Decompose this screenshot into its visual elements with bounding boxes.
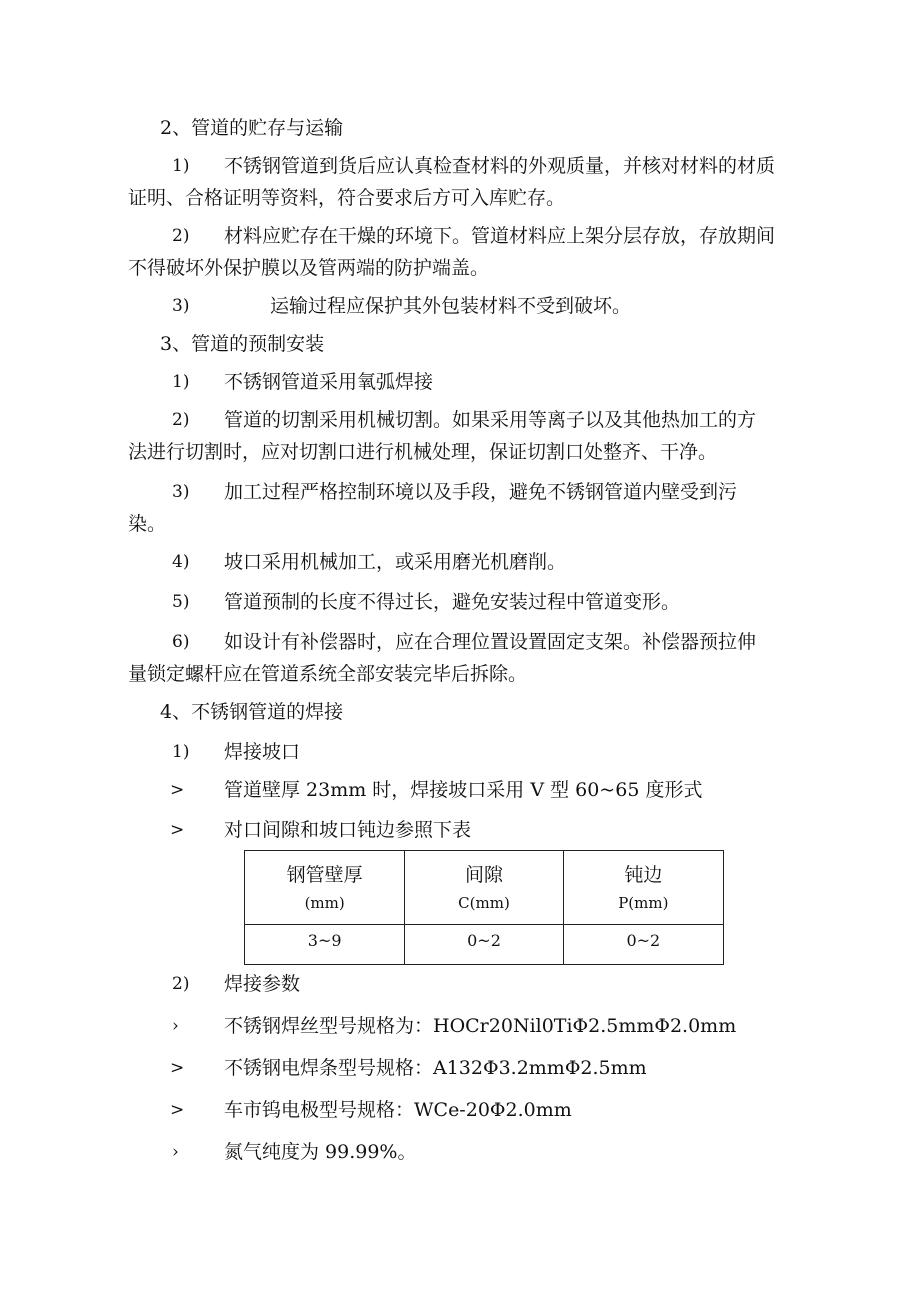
item-text-cont: 量锁定螺杆应在管道系统全部安装完毕后拆除。 [128, 663, 528, 685]
item-text-cont: 法进行切割时，应对切割口进行机械处理，保证切割口处整齐、干净。 [128, 441, 718, 463]
header-name: 间隙 [464, 864, 503, 886]
item-number: 1) [172, 156, 190, 176]
cell-value: 0~2 [467, 931, 501, 950]
bullet-marker: › [172, 1016, 179, 1036]
cell-value: 0~2 [626, 931, 661, 950]
bullet-text: 不锈钢电焊条型号规格：A132Φ3.2mmΦ2.5mm [224, 1057, 647, 1079]
header-name: 钢管壁厚 [286, 864, 363, 886]
groove-parameter-table [244, 850, 724, 965]
item-number: 5) [172, 592, 190, 612]
item-text-cont: 不得破坏外保护膜以及管两端的防护端盖。 [128, 257, 490, 279]
header-name: 钝边 [624, 864, 663, 886]
item-text: 不锈钢管道到货后应认真检查材料的外观质量，并核对材料的材质 [224, 155, 776, 177]
section-heading-welding: 4、不锈钢管道的焊接 [160, 701, 344, 723]
table-header-cell [563, 851, 723, 925]
item-text: 管道的切割采用机械切割。如果采用等离子以及其他热加工的方 [224, 409, 757, 431]
header-unit: P(mm) [618, 894, 669, 912]
bullet-marker: › [172, 1142, 179, 1162]
table-row [245, 925, 724, 965]
item-text: 焊接参数 [224, 973, 301, 995]
item-text-cont: 染。 [128, 513, 167, 535]
item-text: 不锈钢管道采用氧弧焊接 [224, 371, 434, 393]
bullet-marker: > [170, 1058, 185, 1078]
item-number: 3) [172, 482, 190, 502]
bullet-text: 车市钨电极型号规格：WCe-20Φ2.0mm [224, 1099, 572, 1121]
item-text: 管道预制的长度不得过长，避免安装过程中管道变形。 [224, 591, 681, 613]
item-number: 6) [172, 632, 190, 652]
bullet-text: 氮气纯度为 99.99%。 [224, 1141, 417, 1163]
bullet-text: 不锈钢焊丝型号规格为：HOCr20Nil0TiΦ2.5mmΦ2.0mm [224, 1015, 737, 1037]
bullet-marker: > [170, 780, 185, 800]
table-cell [405, 925, 563, 965]
item-text: 如设计有补偿器时，应在合理位置设置固定支架。补偿器预拉伸 [224, 631, 757, 653]
item-number: 4) [172, 552, 190, 572]
item-text: 坡口采用机械加工，或采用磨光机磨削。 [224, 551, 567, 573]
bullet-marker: > [170, 820, 185, 840]
header-unit: C(mm) [458, 894, 510, 912]
table-header-cell [245, 851, 405, 925]
bullet-text: 对口间隙和坡口钝边参照下表 [224, 819, 472, 841]
cell-value: 3~9 [307, 931, 342, 950]
section-heading-storage: 2、管道的贮存与运输 [160, 117, 344, 139]
table-header-row [245, 851, 724, 925]
item-text: 材料应贮存在干燥的环境下。管道材料应上架分层存放，存放期间 [224, 225, 776, 247]
table-header-cell [405, 851, 563, 925]
item-number: 2) [172, 226, 190, 246]
item-number: 1) [172, 372, 190, 392]
item-text: 加工过程严格控制环境以及手段，避免不锈钢管道内壁受到污 [224, 481, 738, 503]
item-text-cont: 证明、合格证明等资料，符合要求后方可入库贮存。 [128, 187, 566, 209]
table-cell [563, 925, 723, 965]
item-text: 运输过程应保护其外包装材料不受到破坏。 [270, 295, 632, 317]
header-unit: (mm) [304, 894, 345, 912]
item-number: 3) [172, 296, 190, 316]
item-number: 2) [172, 974, 190, 994]
bullet-text: 管道壁厚 23mm 时，焊接坡口采用 V 型 60~65 度形式 [224, 779, 703, 801]
item-number: 1) [172, 742, 190, 762]
bullet-marker: > [170, 1100, 185, 1120]
section-heading-prefab: 3、管道的预制安装 [160, 333, 325, 355]
item-number: 2) [172, 410, 190, 430]
table-cell [245, 925, 405, 965]
item-text: 焊接坡口 [224, 741, 301, 763]
